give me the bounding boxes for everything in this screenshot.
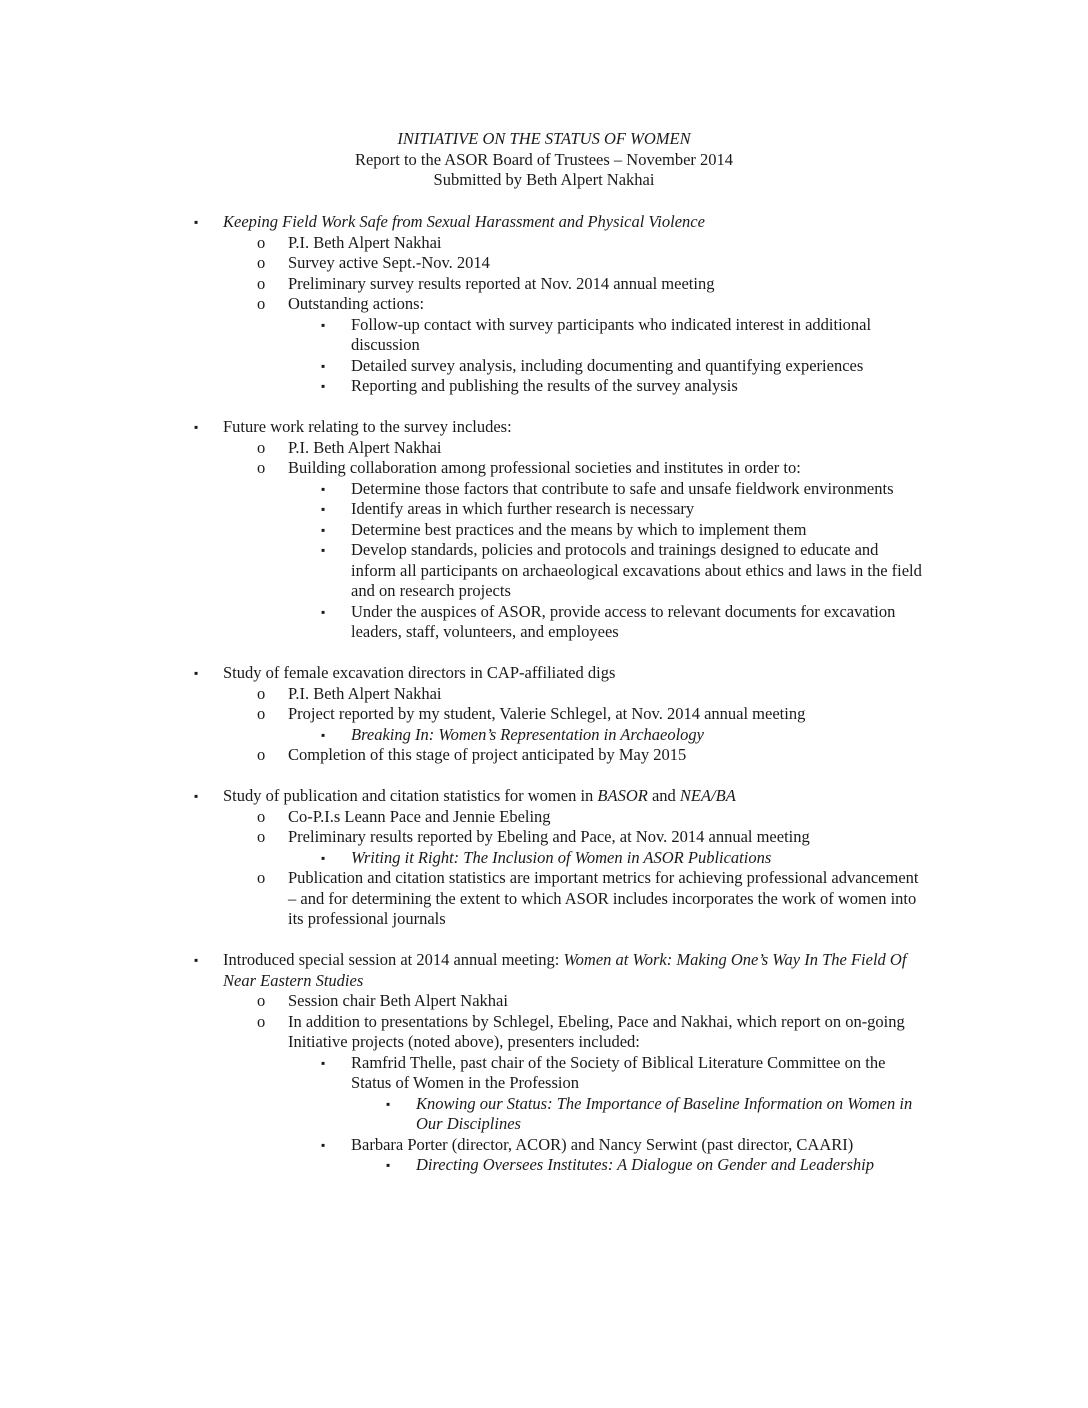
sub-list-item xyxy=(0,602,1088,643)
sub-sub-list-item xyxy=(0,1155,1088,1176)
sub-list-item-text: Determine best practices and the means by which to implement them xyxy=(351,519,807,539)
list-item xyxy=(0,438,1088,459)
journal-name: BASOR xyxy=(597,786,648,805)
sub-list-item xyxy=(0,520,1088,541)
sub-list-item-text: Determine those factors that contribute to safe and unsafe fieldwork environments xyxy=(351,478,894,498)
circle-bullet-icon: o xyxy=(257,273,266,293)
sub-sub-list-item xyxy=(0,1094,1088,1135)
circle-bullet-icon: o xyxy=(257,458,266,477)
square-bullet-icon: ▪ xyxy=(321,1137,326,1152)
document-title: INITIATIVE ON THE STATUS OF WOMEN xyxy=(397,129,691,148)
square-bullet-icon: ▪ xyxy=(321,727,326,742)
section-heading-text xyxy=(223,950,913,991)
sub-list-item xyxy=(0,479,1088,500)
list-item-text: Publication and citation statistics are important metrics for achieving professional advancement – and for determining the extent to which ASOR includes incorporates the work of women into its professional journals xyxy=(288,868,919,928)
session-title: Women at Work: Making One’s Way In The Field Of Near Eastern Studies xyxy=(223,950,907,990)
presentation-title: Directing Oversees Institutes: A Dialogue on Gender and Leadership xyxy=(416,1155,874,1174)
list-item-text: In addition to presentations by Schlegel, Ebeling, Pace and Nakhai, which report on on-going Initiative projects (noted above), presenters included: xyxy=(288,1011,905,1051)
circle-bullet-icon: o xyxy=(257,253,266,272)
square-bullet-icon: ▪ xyxy=(321,522,326,537)
circle-bullet-icon: o xyxy=(257,1011,266,1031)
list-item xyxy=(0,253,1088,274)
square-bullet-icon: ▪ xyxy=(194,953,199,967)
square-bullet-icon: ▪ xyxy=(386,1096,391,1111)
square-bullet-icon: ▪ xyxy=(386,1158,391,1172)
square-bullet-icon: ▪ xyxy=(194,215,199,229)
presentation-title: Knowing our Status: The Importance of Baseline Information on Women in Our Disciplines xyxy=(416,1093,913,1133)
circle-bullet-icon: o xyxy=(257,704,266,723)
sub-list-item-text: Detailed survey analysis, including documenting and quantifying experiences xyxy=(351,355,864,375)
sub-list-item xyxy=(0,499,1088,520)
square-bullet-icon: ▪ xyxy=(321,502,326,516)
square-bullet-icon: ▪ xyxy=(321,358,326,373)
section-heading xyxy=(0,950,1088,991)
heading-text-part: and xyxy=(647,786,680,805)
section-spacer xyxy=(0,397,1088,418)
heading-text-part: Introduced special session at 2014 annual meeting: xyxy=(223,950,564,969)
sub-list-item xyxy=(0,848,1088,869)
list-item-text: P.I. Beth Alpert Nakhai xyxy=(288,232,442,252)
square-bullet-icon: ▪ xyxy=(194,666,199,680)
list-item xyxy=(0,458,1088,479)
list-item-text: Co-P.I.s Leann Pace and Jennie Ebeling xyxy=(288,806,551,826)
section-heading xyxy=(0,417,1088,438)
sub-list-item xyxy=(0,540,1088,602)
sub-list-item-text: Follow-up contact with survey participants who indicated interest in additional discussion xyxy=(351,314,872,354)
section-heading-text: Keeping Field Work Safe from Sexual Harassment and Physical Violence xyxy=(223,212,705,231)
sub-list-item xyxy=(0,356,1088,377)
list-item-text: Completion of this stage of project anticipated by May 2015 xyxy=(288,745,687,764)
square-bullet-icon: ▪ xyxy=(321,481,326,496)
sub-list-item xyxy=(0,1053,1088,1094)
circle-bullet-icon: o xyxy=(257,745,266,764)
presentation-title: Breaking In: Women’s Representation in Archaeology xyxy=(351,724,705,744)
square-bullet-icon: ▪ xyxy=(321,379,326,393)
list-item-text: P.I. Beth Alpert Nakhai xyxy=(288,683,442,703)
square-bullet-icon: ▪ xyxy=(194,789,199,803)
list-item-text: Preliminary results reported by Ebeling and Pace, at Nov. 2014 annual meeting xyxy=(288,827,810,846)
circle-bullet-icon: o xyxy=(257,232,266,252)
journal-name: NEA/BA xyxy=(679,786,736,805)
sub-list-item xyxy=(0,315,1088,356)
list-item-text: Session chair Beth Alpert Nakhai xyxy=(288,991,508,1010)
list-item xyxy=(0,684,1088,705)
sub-list-item-text: Reporting and publishing the results of the survey analysis xyxy=(351,376,738,395)
document-body xyxy=(0,212,1088,1176)
square-bullet-icon: ▪ xyxy=(194,420,199,434)
square-bullet-icon: ▪ xyxy=(321,850,326,865)
circle-bullet-icon: o xyxy=(257,868,266,887)
list-item-text: Building collaboration among professional societies and institutes in order to: xyxy=(288,458,801,477)
square-bullet-icon: ▪ xyxy=(321,1055,326,1070)
sub-list-item xyxy=(0,376,1088,397)
document-subtitle: Report to the ASOR Board of Trustees – November 2014 xyxy=(354,149,734,169)
list-item xyxy=(0,233,1088,254)
circle-bullet-icon: o xyxy=(257,437,266,457)
circle-bullet-icon: o xyxy=(257,827,266,846)
document-header xyxy=(0,129,1088,191)
section-heading xyxy=(0,212,1088,233)
section-spacer xyxy=(0,766,1088,787)
list-item xyxy=(0,1012,1088,1053)
section-heading-text xyxy=(223,786,913,807)
circle-bullet-icon: o xyxy=(257,991,266,1010)
list-item xyxy=(0,827,1088,848)
sub-list-item-text: Develop standards, policies and protocols and trainings designed to educate and inform all participants on archaeological excavations about ethics and laws in the field and on research projects xyxy=(351,540,922,600)
presentation-title: Writing it Right: The Inclusion of Women in ASOR Publications xyxy=(351,847,772,867)
list-item xyxy=(0,274,1088,295)
list-item xyxy=(0,991,1088,1012)
list-item-text: Outstanding actions: xyxy=(288,294,425,313)
section-heading-text: Future work relating to the survey includes: xyxy=(223,417,512,436)
document-author: Submitted by Beth Alpert Nakhai xyxy=(433,170,655,189)
circle-bullet-icon: o xyxy=(257,294,266,313)
square-bullet-icon: ▪ xyxy=(321,604,326,619)
list-item xyxy=(0,807,1088,828)
sub-list-item-text: Ramfrid Thelle, past chair of the Society of Biblical Literature Committee on the Status of Women in the Profession xyxy=(351,1052,886,1092)
section-heading-text: Study of female excavation directors in CAP-affiliated digs xyxy=(223,663,616,682)
list-item-text: P.I. Beth Alpert Nakhai xyxy=(288,437,442,457)
heading-text-part: Study of publication and citation statistics for women in xyxy=(223,786,598,805)
section-heading xyxy=(0,786,1088,807)
list-item xyxy=(0,704,1088,725)
section-spacer xyxy=(0,643,1088,664)
sub-list-item xyxy=(0,1135,1088,1156)
sub-list-item-text: Identify areas in which further research is necessary xyxy=(351,499,695,518)
list-item-text: Survey active Sept.-Nov. 2014 xyxy=(288,253,490,272)
section-spacer xyxy=(0,930,1088,951)
sub-list-item-text: Barbara Porter (director, ACOR) and Nancy Serwint (past director, CAARI) xyxy=(351,1134,854,1154)
circle-bullet-icon: o xyxy=(257,683,266,703)
list-item xyxy=(0,868,1088,930)
sub-list-item xyxy=(0,725,1088,746)
section-heading xyxy=(0,663,1088,684)
list-item xyxy=(0,745,1088,766)
list-item xyxy=(0,294,1088,315)
sub-list-item-text: Under the auspices of ASOR, provide access to relevant documents for excavation leaders, staff, volunteers, and employees xyxy=(351,601,896,641)
square-bullet-icon: ▪ xyxy=(321,317,326,332)
list-item-text: Preliminary survey results reported at Nov. 2014 annual meeting xyxy=(288,273,715,293)
square-bullet-icon: ▪ xyxy=(321,543,326,557)
list-item-text: Project reported by my student, Valerie Schlegel, at Nov. 2014 annual meeting xyxy=(288,704,806,723)
circle-bullet-icon: o xyxy=(257,806,266,826)
